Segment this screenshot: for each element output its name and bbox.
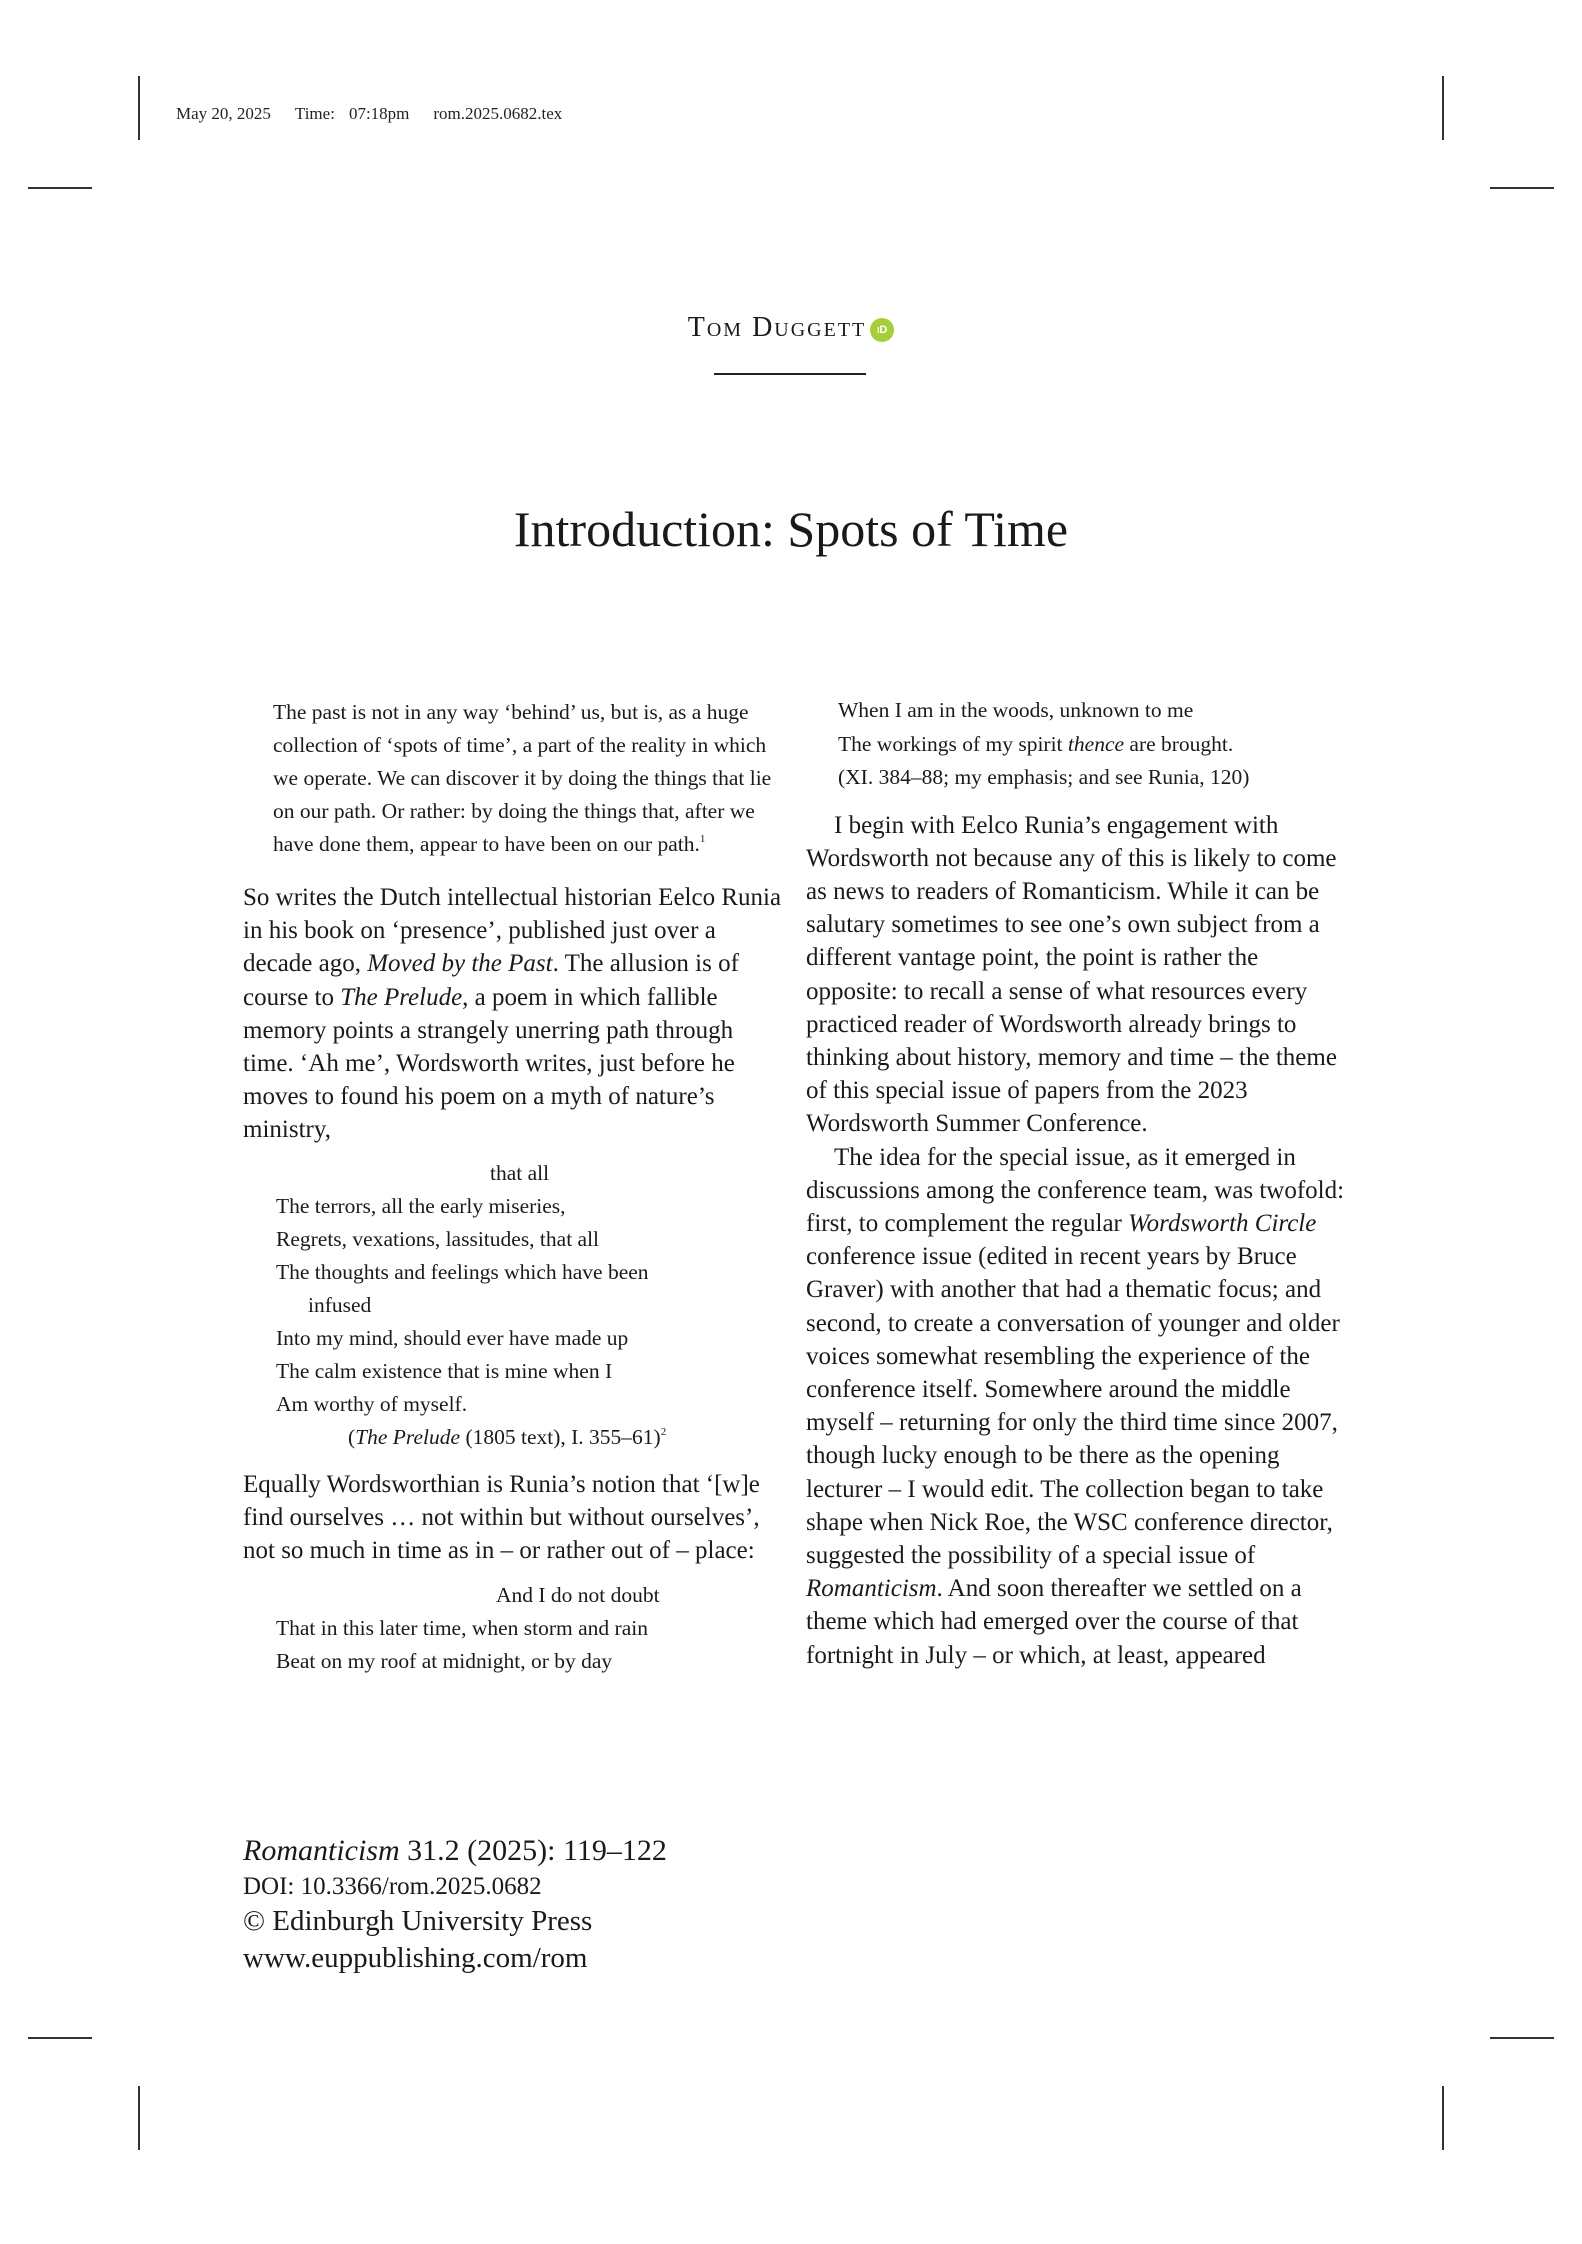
text-run: The workings of my spirit [838, 731, 1068, 756]
journal-name: Romanticism [243, 1834, 400, 1867]
italic-title: The Prelude [340, 983, 463, 1011]
print-time: 07:18pm [348, 104, 410, 123]
text-run: are brought. [1124, 731, 1234, 756]
print-stamp [176, 104, 586, 124]
author-byline [0, 312, 1582, 344]
paragraph [806, 1141, 1346, 1672]
crop-mark [28, 2037, 92, 2039]
crop-mark [1490, 2037, 1554, 2039]
epigraph-text: The past is not in any way ‘behind’ us, but is, as a huge collection of ‘spots of time’, a part of the reality in which we operate. We can discover it by doing the things that lie on our path. Or rather: by doing the things that, after we have done them, appear to have been on our path. [273, 700, 772, 856]
citation-block [243, 1832, 667, 1977]
verse-quote [243, 1579, 783, 1678]
crop-mark [138, 76, 140, 140]
crop-mark [1490, 187, 1554, 189]
issue-pages: 31.2 (2025): 119–122 [399, 1834, 667, 1867]
verse-quote [243, 1157, 783, 1454]
verse-line: Beat on my roof at midnight, or by day [276, 1649, 613, 1674]
right-column [806, 696, 1346, 1672]
verse-line: Regrets, vexations, lassitudes, that all [276, 1226, 600, 1251]
italic-title: The Prelude [355, 1424, 461, 1449]
verse-citation: (XI. 384–88; my emphasis; and see Runia, 120) [838, 765, 1250, 789]
footnote-ref[interactable]: 2 [660, 1425, 667, 1438]
crop-mark [28, 187, 92, 189]
publisher-url[interactable]: www.euppublishing.com/rom [243, 1942, 588, 1974]
journal-citation [243, 1832, 667, 1870]
paragraph: Equally Wordsworthian is Runia’s notion that ‘[w]e find ourselves … not within but without ourselves’, not so much in time as in – or rather out of – place: [243, 1470, 760, 1565]
verse-line: Am worthy of myself. [276, 1391, 468, 1416]
italic-title: Wordsworth Circle [1128, 1209, 1317, 1237]
verse-line: And I do not doubt [496, 1583, 660, 1608]
italic-emphasis: thence [1067, 731, 1125, 756]
verse-line [838, 728, 1346, 762]
left-column [243, 696, 783, 1692]
verse-line: Into my mind, should ever have made up [276, 1325, 629, 1350]
text-run: , a poem in which fallible memory points a strangely unerring path through time. ‘Ah me’, Wordsworth writes, just before he moves to found his poem on a myth of nature’s ministry, [243, 983, 735, 1144]
footnote-ref[interactable]: 1 [699, 833, 706, 845]
crop-mark [1442, 2086, 1444, 2150]
print-time-label: Time: [294, 104, 335, 123]
text-run: The idea for the special issue, as it emerged in discussions among the conference team, was twofold: first, to complement the regular [806, 1143, 1345, 1237]
text-run: (1805 text), I. 355–61) [460, 1424, 661, 1449]
author-divider [714, 373, 866, 375]
publisher: © Edinburgh University Press [243, 1905, 593, 1937]
author-name: Tom Duggett [687, 312, 867, 343]
verse-line: When I am in the woods, unknown to me [838, 698, 1194, 722]
verse-quote [806, 694, 1346, 795]
text-run: . The allusion is of course to [243, 950, 739, 1011]
verse-line: The thoughts and feelings which have been [276, 1259, 649, 1284]
text-run: ( [348, 1424, 356, 1449]
verse-line: infused [308, 1292, 372, 1317]
article-title: Introduction: Spots of Time [513, 501, 1069, 557]
epigraph [243, 696, 783, 861]
text-run: So writes the Dutch intellectual historian Eelco Runia in his book on ‘presence’, published just over a decade ago, [243, 884, 782, 978]
doi[interactable]: DOI: 10.3366/rom.2025.0682 [243, 1873, 542, 1900]
verse-citation [276, 1421, 783, 1454]
orcid-icon[interactable]: iD [870, 318, 894, 342]
paragraph [243, 881, 783, 1147]
text-run: conference issue (edited in recent years by Bruce Graver) with another that had a thematic focus; and second, to create a conversation of younger and older voices somewhat resembling the experience of the conference itself. Somewhere around the middle myself – returning for only the third time since 2007, though lucky enough to be there as the opening lecturer – I would edit. The collection began to take shape when Nick Roe, the WSC conference director, suggested the possibility of a special issue of [806, 1243, 1340, 1569]
verse-line: The terrors, all the early miseries, [276, 1193, 566, 1218]
italic-title: Romanticism [806, 1575, 937, 1603]
text-run: . And soon thereafter we settled on a theme which had emerged over the course of that fortnight in July – or which, at least, appeared [806, 1575, 1302, 1669]
verse-line: That in this later time, when storm and rain [276, 1616, 648, 1641]
verse-line: The calm existence that is mine when I [276, 1358, 613, 1383]
crop-mark [138, 2086, 140, 2150]
paragraph: I begin with Eelco Runia’s engagement with Wordsworth not because any of this is likely to come as news to readers of Romanticism. While it can be salutary sometimes to see one’s own subject from a different vantage point, the point is rather the opposite: to recall a sense of what resources every practiced reader of Wordsworth already brings to thinking about history, memory and time – the theme of this special issue of papers from the 2023 Wordsworth Summer Conference. [806, 811, 1337, 1138]
print-filename: rom.2025.0682.tex [433, 104, 563, 123]
crop-mark [1442, 76, 1444, 140]
print-date: May 20, 2025 [176, 104, 271, 123]
italic-title: Moved by the Past [367, 950, 553, 978]
verse-line: that all [490, 1160, 550, 1185]
